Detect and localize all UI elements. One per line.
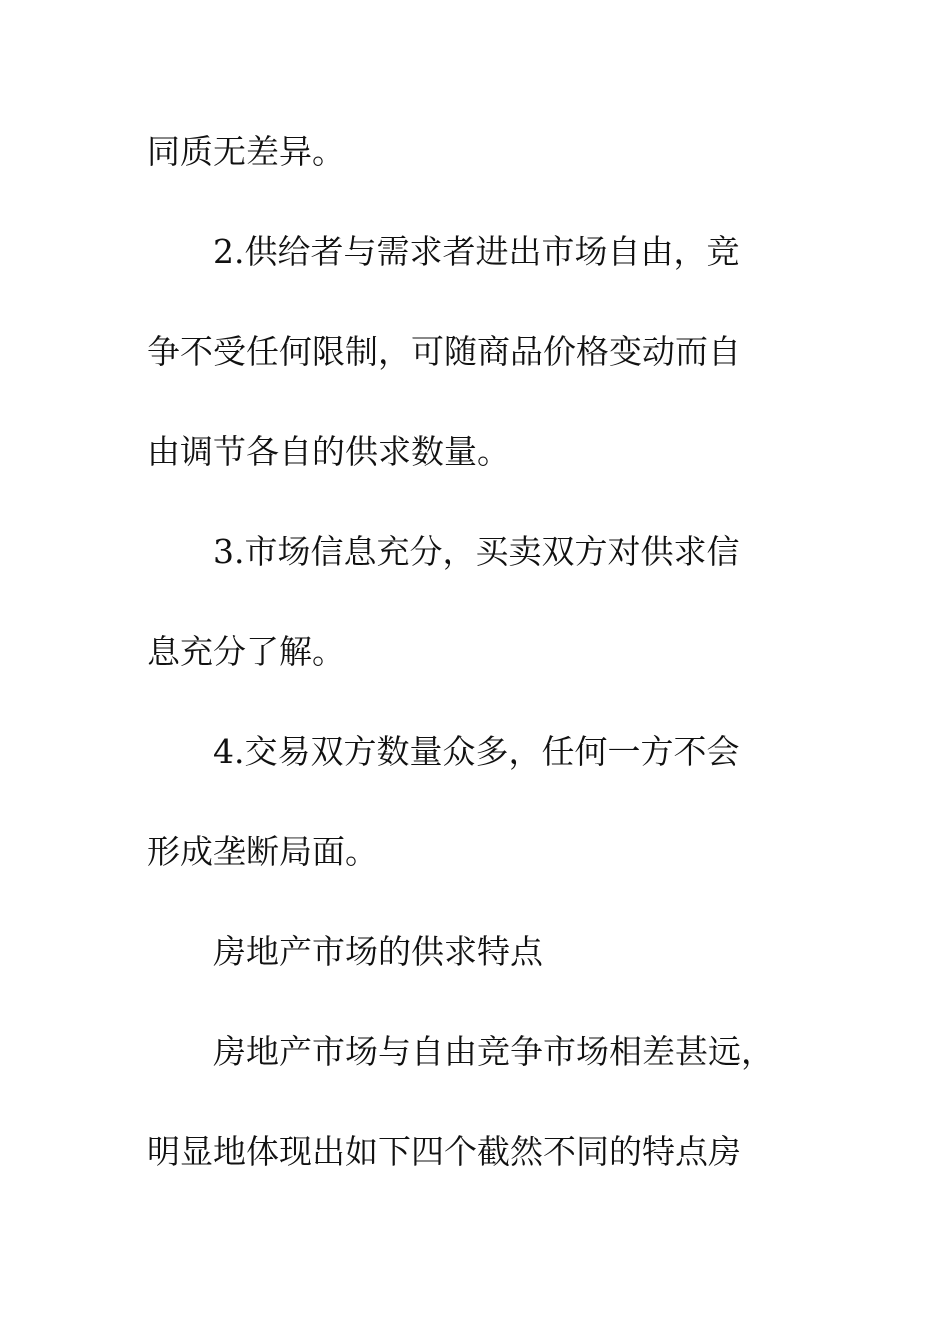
text-line-1: 同质无差异。 [147, 132, 345, 171]
section-heading: 房地产市场的供求特点 [213, 932, 543, 971]
text-line-11: 明显地体现出如下四个截然不同的特点房 [147, 1132, 741, 1171]
text-line-5: 3.市场信息充分，买卖双方对供求信 [213, 532, 740, 571]
text-line-10: 房地产市场与自由竞争市场相差甚远， [213, 1032, 774, 1071]
text-line-6: 息充分了解。 [147, 632, 345, 671]
text-line-8: 形成垄断局面。 [147, 832, 378, 871]
text-line-3: 争不受任何限制，可随商品价格变动而自 [147, 332, 741, 371]
text-line-2: 2.供给者与需求者进出市场自由，竞 [213, 232, 740, 271]
text-line-4: 由调节各自的供求数量。 [147, 432, 510, 471]
text-line-7: 4.交易双方数量众多，任何一方不会 [213, 732, 740, 771]
